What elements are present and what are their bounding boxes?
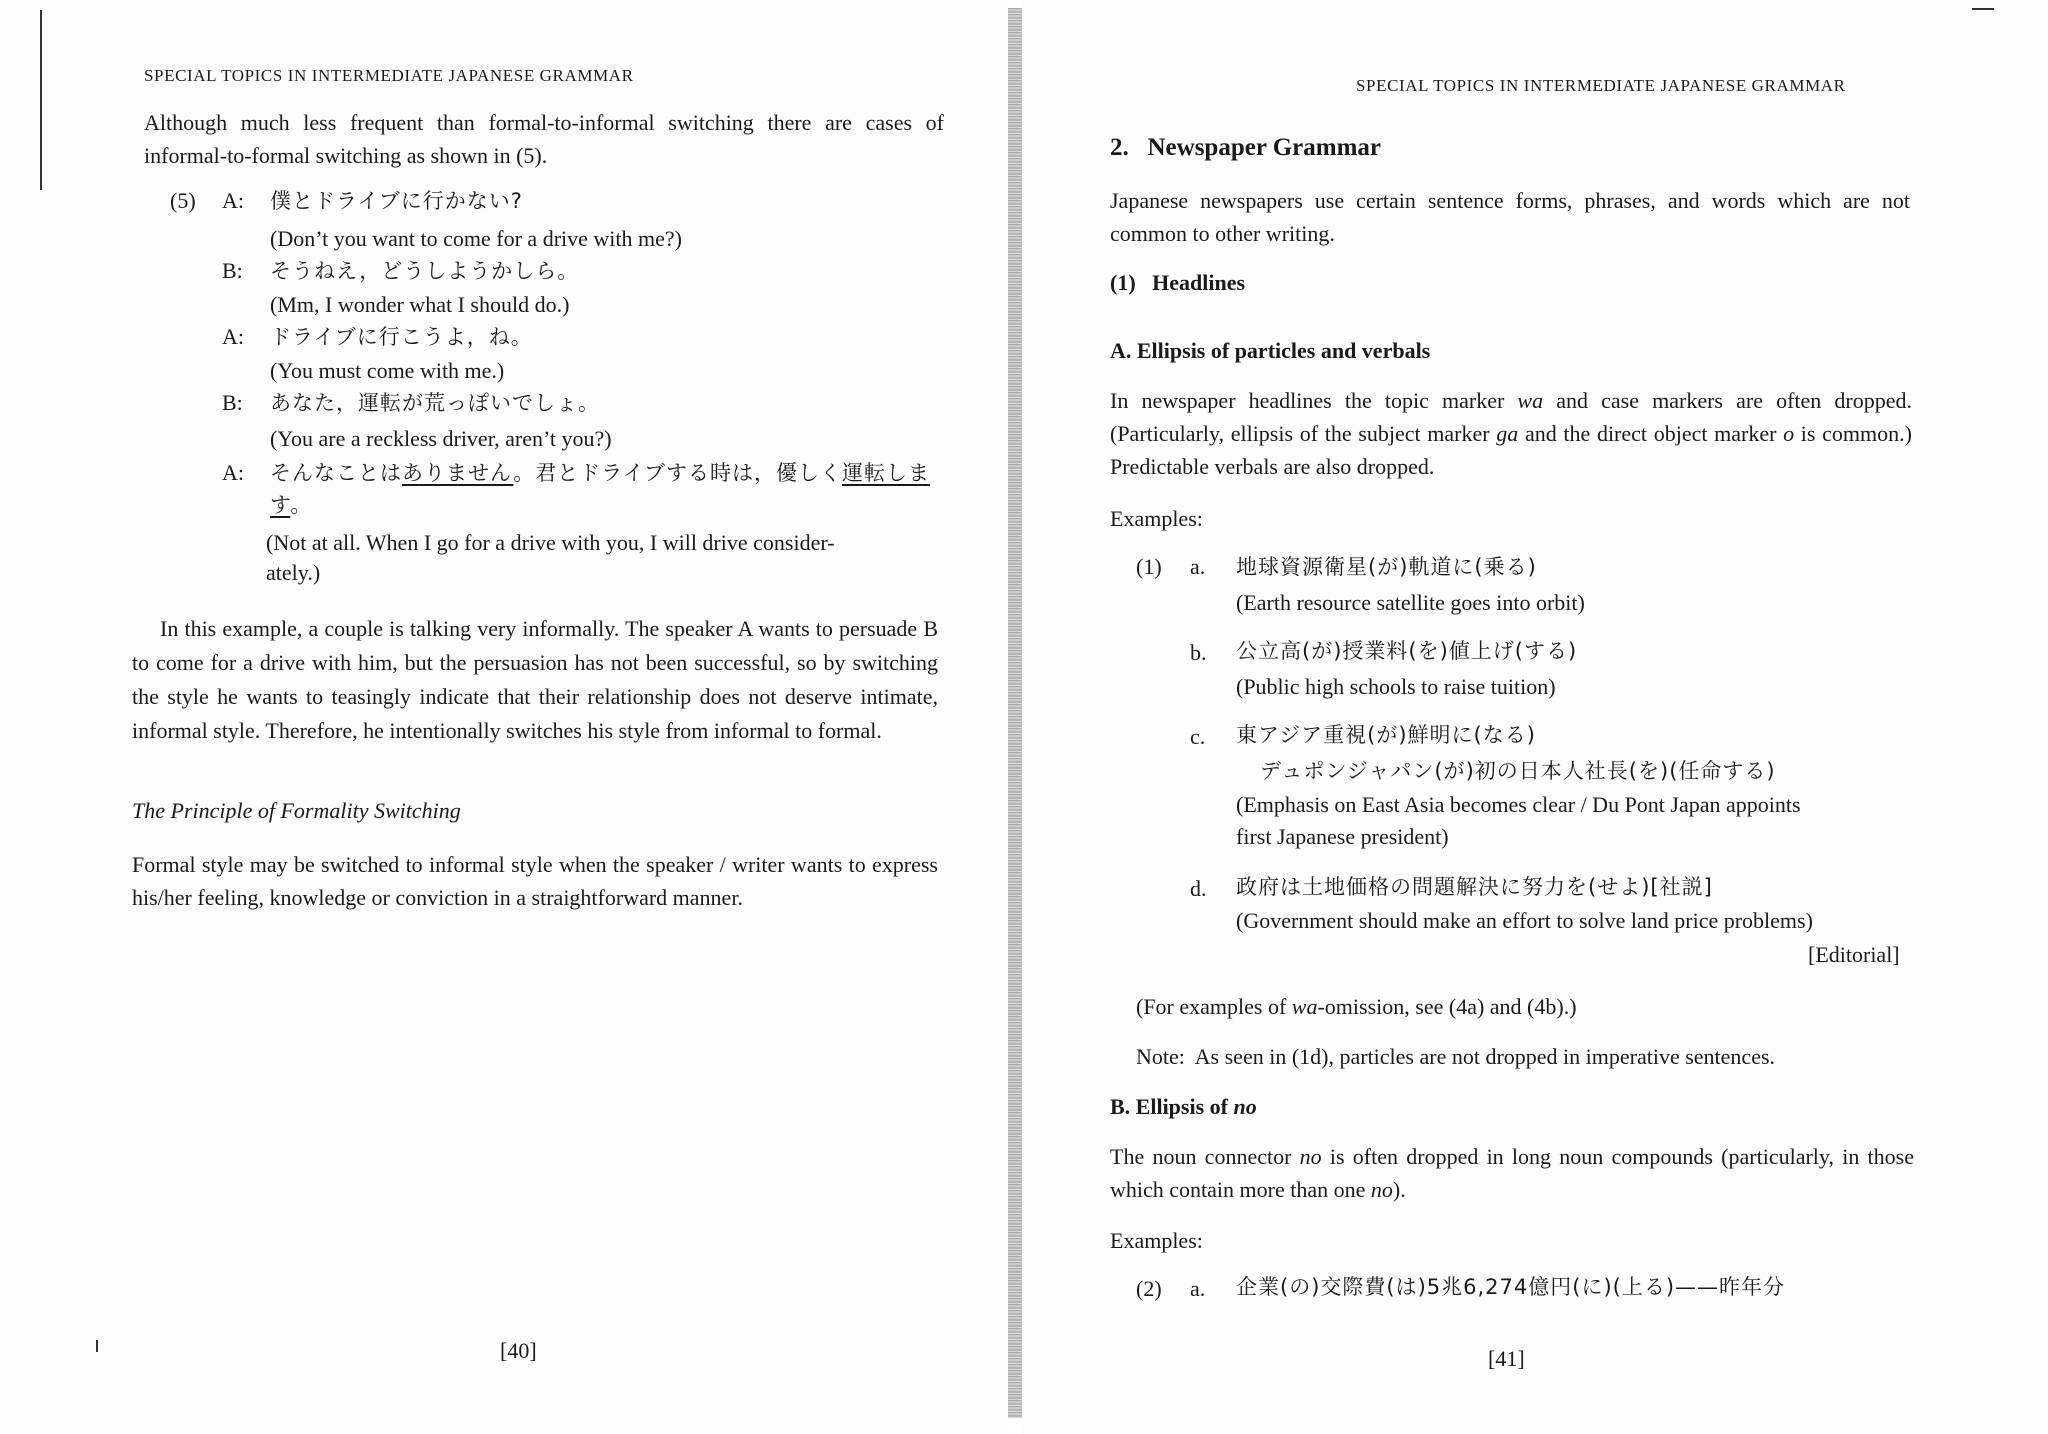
japanese-headline: 政府は土地価格の問題解決に努力を(せよ)[社説] (1236, 875, 1713, 899)
paragraph-b (1110, 1140, 1914, 1206)
japanese-headline: デュポンジャパン(が)初の日本人社長(を)(任命する) (1260, 759, 1776, 783)
speaker-label: B: (222, 390, 243, 415)
japanese-line: あなた，運転が荒っぽいでしょ。 (270, 391, 600, 415)
headline-translation: first Japanese president) (1236, 824, 1449, 849)
translation-line: (Mm, I wonder what I should do.) (270, 292, 570, 317)
underlined-text: 運転しま (842, 461, 931, 485)
example-number: (2) (1136, 1276, 1162, 1301)
corner-dash (1972, 8, 1994, 10)
body-paragraph: In this example, a couple is talking very informally. The speaker A wants to persuade B to come for a drive with him, but the persuasion has not been successful, so by switching the style he wants to teasingly indicate that their relationship does not deserve intimate, informal style. Therefore, he intentionally switches his style from informal to formal. (132, 616, 938, 743)
term: ga (1496, 421, 1519, 446)
headline-translation: (Government should make an effort to solve land price problems) (1236, 908, 1813, 933)
text: B. Ellipsis of (1110, 1094, 1234, 1119)
japanese-line (270, 490, 312, 520)
example-letter: b. (1190, 640, 1207, 665)
running-head: SPECIAL TOPICS IN INTERMEDIATE JAPANESE GRAMMAR (144, 66, 634, 85)
underlined-text: ありません (402, 461, 514, 485)
section-intro: Japanese newspapers use certain sentence forms, phrases, and words which are not common to other writing. (1110, 188, 1910, 246)
term: o (1783, 421, 1795, 446)
margin-tick (96, 1340, 98, 1352)
translation-line: (Not at all. When I go for a drive with you, I will drive consider- (266, 530, 835, 555)
examples-label: Examples: (1110, 506, 1203, 531)
term: no (1233, 1094, 1257, 1119)
text: The noun connector (1110, 1144, 1300, 1169)
heading-a: A. Ellipsis of particles and verbals (1110, 338, 1431, 363)
text: is common.) Predictable verbals are also dropped. (1110, 421, 1912, 479)
editorial-tag: [Editorial] (1808, 942, 1900, 967)
text: -omission, see (4a) and (4b).) (1317, 994, 1577, 1019)
principle-title: The Principle of Formality Switching (132, 798, 461, 823)
japanese-headline: 公立高(が)授業料(を)値上げ(する) (1236, 639, 1578, 663)
headline-translation: (Earth resource satellite goes into orbit) (1236, 590, 1585, 615)
japanese-line: 僕とドライブに行かない? (270, 189, 523, 213)
example-number: (1) (1136, 554, 1162, 579)
page-number: [40] (500, 1338, 537, 1363)
text: and case markers are often dropped. (Particularly, ellipsis of the subject marker (1110, 388, 1913, 446)
principle-text: Formal style may be switched to informal style when the speaker / writer wants to express his/her feeling, knowledge or conviction in a straightforward manner. (132, 852, 938, 910)
headline-translation: (Public high schools to raise tuition) (1236, 674, 1556, 699)
term: no (1370, 1177, 1393, 1202)
running-head: SPECIAL TOPICS IN INTERMEDIATE JAPANESE GRAMMAR (1356, 76, 1846, 95)
japanese-text: 。君とドライブする時は，優しく (513, 461, 843, 485)
japanese-line (270, 458, 930, 488)
imperative-note: Note: As seen in (1d), particles are not dropped in imperative sentences. (1136, 1044, 1776, 1069)
text: (For examples of (1136, 994, 1292, 1019)
japanese-headline: 地球資源衛星(が)軌道に(乗る) (1236, 555, 1537, 579)
example-letter: d. (1190, 876, 1207, 901)
page-number: [41] (1488, 1346, 1525, 1371)
example-number: (5) (170, 188, 196, 213)
underlined-text: す (270, 493, 291, 517)
japanese-headline: 企業(の)交際費(は)5兆6,274億円(に)(上る)——昨年分 (1236, 1275, 1786, 1299)
translation-line: (You are a reckless driver, aren’t you?) (270, 426, 612, 451)
term: no (1299, 1144, 1322, 1169)
japanese-text: そんなことは (270, 461, 402, 485)
text: and the direct object marker (1518, 421, 1784, 446)
examples-label: Examples: (1110, 1228, 1203, 1253)
left-page (0, 0, 1008, 1434)
term: wa (1291, 994, 1318, 1019)
japanese-headline: 東アジア重視(が)鮮明に(なる) (1236, 723, 1536, 747)
right-page (1022, 0, 2048, 1434)
speaker-label: A: (222, 460, 244, 485)
text: ). (1392, 1177, 1406, 1202)
headline-translation: (Emphasis on East Asia becomes clear / Du Pont Japan appoints (1236, 792, 1801, 817)
subsection-title: (1) Headlines (1110, 270, 1246, 295)
speaker-label: A: (222, 324, 244, 349)
translation-line: (Don’t you want to come for a drive with me?) (270, 226, 682, 251)
paragraph-a (1110, 384, 1912, 483)
margin-rule (40, 10, 42, 190)
term: wa (1517, 388, 1544, 413)
section-title: 2. Newspaper Grammar (1110, 134, 1382, 161)
text: is often dropped in long noun compounds (particularly, in those which contain more than one (1110, 1144, 1914, 1202)
example-letter: a. (1190, 1276, 1206, 1301)
speaker-label: A: (222, 188, 244, 213)
japanese-line: ドライブに行こうよ，ね。 (270, 325, 533, 349)
japanese-line: そうねえ，どうしようかしら。 (270, 259, 580, 283)
japanese-text: 。 (290, 493, 313, 517)
translation-line: ately.) (266, 560, 321, 585)
book-spine (1008, 8, 1022, 1418)
omission-note (1136, 992, 1577, 1022)
intro-paragraph: Although much less frequent than formal-to-informal switching there are cases of informal-to-formal switching as shown in (5). (144, 110, 944, 168)
speaker-label: B: (222, 258, 243, 283)
example-letter: a. (1190, 554, 1206, 579)
example-letter: c. (1190, 724, 1206, 749)
text: In newspaper headlines the topic marker (1110, 388, 1518, 413)
translation-line: (You must come with me.) (270, 358, 505, 383)
heading-b (1110, 1094, 1257, 1120)
